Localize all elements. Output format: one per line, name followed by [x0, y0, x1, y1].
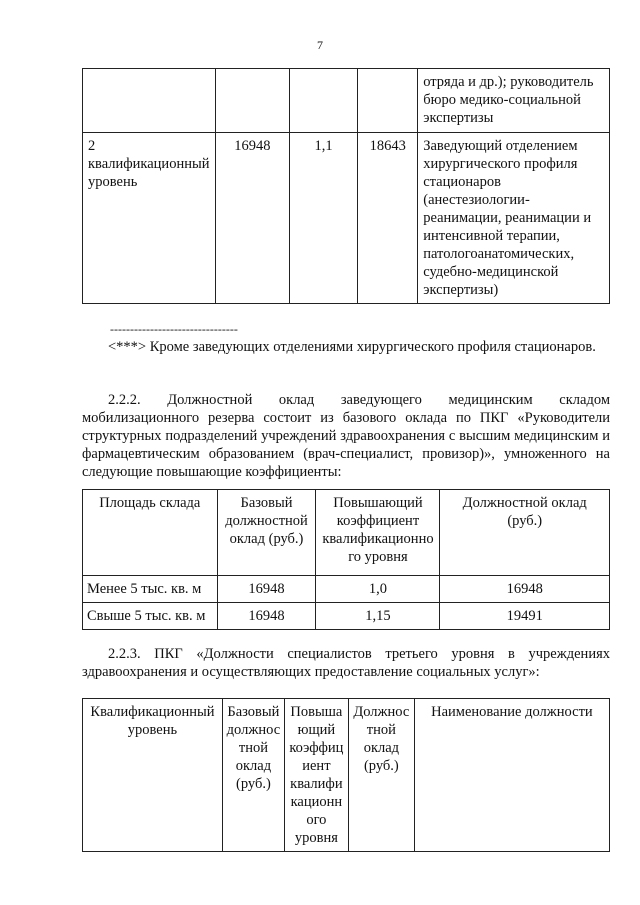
column-header: Площадь склада	[83, 490, 218, 576]
specialists-salary-table	[82, 698, 610, 852]
footnote-text: Кроме заведующих отделениями хирургического профиля стационаров.	[149, 339, 596, 355]
table-cell: 19491	[440, 603, 610, 630]
table-row	[83, 576, 610, 603]
warehouse-salary-table	[82, 489, 610, 630]
table-header-row	[83, 699, 610, 852]
paragraph-text: 2.2.3. ПКГ «Должности специалистов третьего уровня в учреждениях здравоохранения и осуществляющих предоставление социальных услуг»:	[82, 646, 610, 680]
column-header: Базовый должнос тной оклад (руб.)	[222, 699, 284, 852]
qualification-level-cell: 2 квалификационный уровень	[83, 133, 216, 304]
table-cell: Свыше 5 тыс. кв. м	[83, 603, 218, 630]
table-cell: 16948	[440, 576, 610, 603]
position-name-cell: Заведующий отделением хирургического профиля стационаров (анестезиологии-реанимации, реанимации и интенсивной терапии, патологоанатомических, судебно-медицинской экспертизы)	[418, 133, 610, 304]
table-cell: 16948	[217, 603, 316, 630]
column-header: Наименование должности	[414, 699, 609, 852]
coefficient-cell: 1,1	[289, 133, 358, 304]
table-cell: Менее 5 тыс. кв. м	[83, 576, 218, 603]
table-header-row	[83, 490, 610, 576]
table-cell	[215, 69, 289, 133]
table-cell: 1,0	[316, 576, 440, 603]
footnote-separator: --------------------------------	[110, 322, 238, 336]
footnote-marker: <***>	[108, 339, 147, 355]
table-cell: 16948	[217, 576, 316, 603]
table-row	[83, 133, 610, 304]
column-header: Должностной оклад (руб.)	[440, 490, 610, 576]
table-cell: 1,15	[316, 603, 440, 630]
salary-cell: 18643	[358, 133, 418, 304]
table-cell-position: отряда и др.); руководитель бюро медико-социальной экспертизы	[418, 69, 610, 133]
table-cell	[289, 69, 358, 133]
salary-table-continued	[82, 68, 610, 304]
base-salary-cell: 16948	[215, 133, 289, 304]
table-cell	[358, 69, 418, 133]
table-row	[83, 69, 610, 133]
paragraph-text: 2.2.2. Должностной оклад заведующего медицинским складом мобилизационного резерва состоит из базового оклада по ПКГ «Руководители структурных подразделений учреждений здравоохранения с высшим медицинским и фармацевтическим образованием (врач-специалист, провизор)», умноженного на следующие повышающие коэффициенты:	[82, 392, 610, 480]
table-cell	[83, 69, 216, 133]
paragraph-2-2-2	[82, 391, 610, 481]
column-header: Повыша ющий коэффиц иент квалифи кационн ого уровня	[284, 699, 348, 852]
column-header: Базовый должностной оклад (руб.)	[217, 490, 316, 576]
table-row	[83, 603, 610, 630]
column-header: Повышающий коэффициент квалификационно го уровня	[316, 490, 440, 576]
paragraph-2-2-3	[82, 645, 610, 681]
footnote	[82, 338, 610, 356]
page-number: 7	[317, 38, 323, 52]
column-header: Должнос тной оклад (руб.)	[348, 699, 414, 852]
column-header: Квалификационный уровень	[83, 699, 223, 852]
